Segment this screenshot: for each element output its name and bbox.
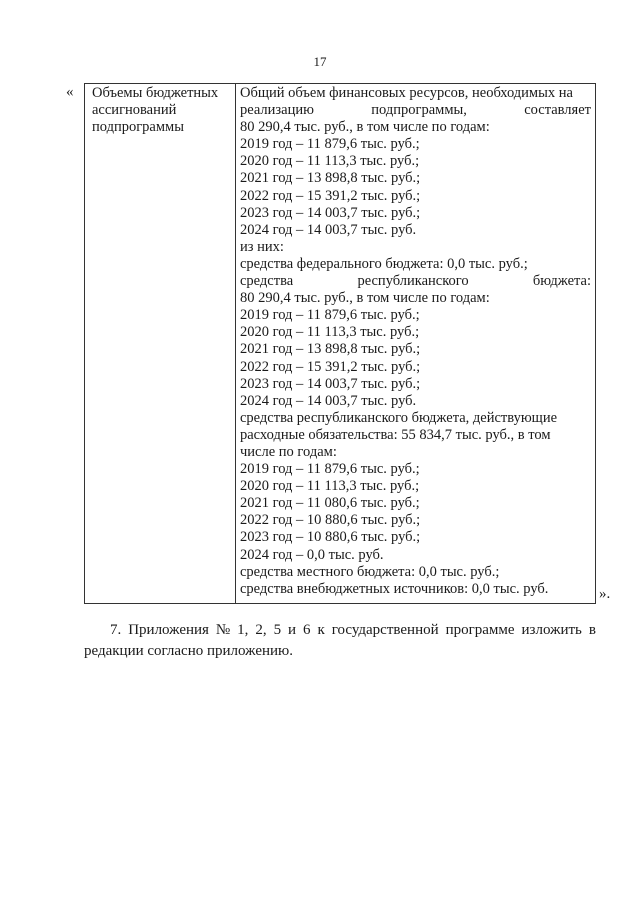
total-year-line: 2021 год – 13 898,8 тыс. руб.; xyxy=(240,170,421,187)
label-line: Объемы бюджетных xyxy=(92,85,219,101)
total-year-line: 2023 год – 14 003,7 тыс. руб.; xyxy=(240,204,421,221)
paragraph-word: в xyxy=(588,622,596,638)
intro-line-justified xyxy=(240,102,591,119)
paragraph-word: к xyxy=(317,622,325,638)
intro-word: подпрограммы, xyxy=(371,102,467,119)
republican-total-line: 80 290,4 тыс. руб., в том числе по годам: xyxy=(240,290,490,307)
paragraph-word: 5 xyxy=(273,622,282,638)
opening-quote: « xyxy=(66,84,74,100)
federal-budget-line: средства федерального бюджета: 0,0 тыс. руб.; xyxy=(240,255,528,272)
existing-obligations-line: средства республиканского бюджета, действующие xyxy=(240,409,558,426)
republican-year-line: 2021 год – 13 898,8 тыс. руб.; xyxy=(240,341,421,358)
intro-word: составляет xyxy=(524,102,591,119)
paragraph-second-line: редакции согласно приложению. xyxy=(84,643,293,659)
republican-word: средства xyxy=(240,273,294,290)
paragraph-word: и xyxy=(288,622,297,638)
table-value-cell xyxy=(236,84,595,603)
paragraph-word: программе xyxy=(445,622,515,638)
paragraph-word: изложить xyxy=(521,622,582,638)
republican-word: республиканского xyxy=(357,273,469,290)
republican-year-line: 2024 год – 14 003,7 тыс. руб. xyxy=(240,392,417,409)
extrabudgetary-line: средства внебюджетных источников: 0,0 тыс. руб. xyxy=(240,580,549,597)
of-them-line: из них: xyxy=(240,238,284,255)
item-7-paragraph xyxy=(84,620,596,662)
local-budget-line: средства местного бюджета: 0,0 тыс. руб.; xyxy=(240,563,500,580)
existing-year-line: 2024 год – 0,0 тыс. руб. xyxy=(240,546,384,563)
existing-year-line: 2023 год – 10 880,6 тыс. руб.; xyxy=(240,529,421,546)
paragraph-word: Приложения xyxy=(128,622,209,638)
label-line: подпрограммы xyxy=(92,119,184,135)
total-amount-line: 80 290,4 тыс. руб., в том числе по годам: xyxy=(240,119,490,136)
existing-obligations-line: числе по годам: xyxy=(240,443,337,460)
page-number: 17 xyxy=(313,54,327,69)
intro-line: Общий объем финансовых ресурсов, необходимых на xyxy=(240,85,573,101)
republican-year-line: 2019 год – 11 879,6 тыс. руб.; xyxy=(240,307,420,324)
existing-year-line: 2019 год – 11 879,6 тыс. руб.; xyxy=(240,461,420,478)
republican-year-line: 2022 год – 15 391,2 тыс. руб.; xyxy=(240,358,421,375)
paragraph-word: 6 xyxy=(303,622,311,638)
closing-quote: ». xyxy=(599,586,611,602)
existing-year-line: 2020 год – 11 113,3 тыс. руб.; xyxy=(240,478,420,495)
total-year-line: 2019 год – 11 879,6 тыс. руб.; xyxy=(240,136,420,153)
total-year-line: 2024 год – 14 003,7 тыс. руб. xyxy=(240,221,417,238)
paragraph-first-line xyxy=(84,620,596,641)
republican-year-line: 2020 год – 11 113,3 тыс. руб.; xyxy=(240,324,420,341)
table-label-cell xyxy=(85,84,236,603)
republican-budget-line xyxy=(240,273,591,290)
existing-obligations-line: расходные обязательства: 55 834,7 тыс. руб., в том xyxy=(240,426,551,443)
total-year-line: 2020 год – 11 113,3 тыс. руб.; xyxy=(240,153,420,170)
total-year-line: 2022 год – 15 391,2 тыс. руб.; xyxy=(240,187,421,204)
paragraph-word: 1, xyxy=(237,622,249,638)
republican-year-line: 2023 год – 14 003,7 тыс. руб.; xyxy=(240,375,421,392)
paragraph-word: 2, xyxy=(255,622,267,638)
republican-word: бюджета: xyxy=(532,273,591,290)
label-line: ассигнований xyxy=(92,102,177,118)
existing-year-line: 2022 год – 10 880,6 тыс. руб.; xyxy=(240,512,421,529)
budget-allocations-table xyxy=(84,83,596,604)
paragraph-word: 7. xyxy=(110,622,122,638)
paragraph-word: государственной xyxy=(331,622,439,638)
intro-word: реализацию xyxy=(240,102,314,119)
paragraph-word: № xyxy=(215,622,231,638)
existing-year-line: 2021 год – 11 080,6 тыс. руб.; xyxy=(240,495,420,512)
